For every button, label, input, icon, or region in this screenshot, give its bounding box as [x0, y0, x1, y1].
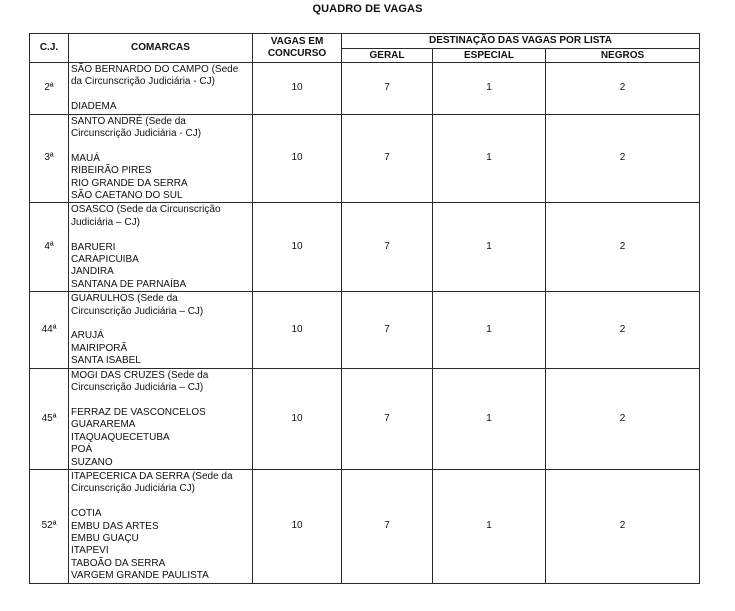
- comarcas-cell: [69, 469, 253, 583]
- especial-cell: 1: [433, 63, 546, 115]
- comarca-name: FERRAZ DE VASCONCELOS: [71, 406, 206, 418]
- seat-comarca: [71, 293, 250, 318]
- header-destinacao: DESTINAÇÃO DAS VAGAS POR LISTA: [342, 34, 700, 49]
- seat-comarca: [71, 116, 250, 141]
- seat-comarca: [71, 204, 250, 229]
- geral-cell: 7: [342, 203, 433, 292]
- comarca-name: SÃO CAETANO DO SUL: [71, 190, 183, 202]
- negros-cell: 2: [546, 368, 700, 469]
- seat-line: MOGI DAS CRUZES (Sede da: [71, 369, 209, 381]
- seat-comarca: [71, 370, 250, 395]
- comarca-name: COTIA: [71, 508, 102, 520]
- comarcas-cell: [69, 368, 253, 469]
- comarca-name: CARAPICUIBA: [71, 254, 139, 266]
- header-vagas-line2: CONCURSO: [267, 48, 327, 59]
- table-row: [30, 469, 700, 583]
- comarca-name: SANTA ISABEL: [71, 355, 141, 367]
- header-vagas: [253, 34, 342, 63]
- document-title: QUADRO DE VAGAS: [312, 3, 423, 15]
- vagas-cell: 10: [253, 368, 342, 469]
- seat-line: Circunscrição Judiciária – CJ): [71, 382, 204, 394]
- table-body: [30, 63, 700, 584]
- especial-cell: 1: [433, 292, 546, 368]
- seat-line: Circunscrição Judiciária CJ): [71, 483, 195, 495]
- negros-cell: 2: [546, 292, 700, 368]
- comarca-name: BARUERI: [71, 241, 116, 253]
- table-row: [30, 63, 700, 115]
- especial-cell: 1: [433, 368, 546, 469]
- comarcas-cell: [69, 114, 253, 203]
- seat-line: Circunscrição Judiciária – CJ): [71, 305, 204, 317]
- negros-cell: 2: [546, 63, 700, 115]
- header-especial: ESPECIAL: [433, 49, 546, 63]
- cj-cell: 52ª: [30, 469, 69, 583]
- comarca-name: ITAPEVI: [71, 545, 109, 557]
- comarca-name: DIADEMA: [71, 101, 117, 113]
- seat-line: da Circunscrição Judiciária - CJ): [71, 76, 215, 88]
- seat-line: Judiciária – CJ): [71, 216, 140, 228]
- vagas-cell: 10: [253, 292, 342, 368]
- table-row: [30, 368, 700, 469]
- especial-cell: 1: [433, 203, 546, 292]
- header-cj: C.J.: [30, 34, 69, 63]
- seat-comarca: [71, 471, 250, 496]
- seat-line: GUARULHOS (Sede da: [71, 293, 178, 305]
- especial-cell: 1: [433, 469, 546, 583]
- table-row: [30, 292, 700, 368]
- header-negros: NEGROS: [546, 49, 700, 63]
- comarca-name: MAIRIPORÃ: [71, 342, 128, 354]
- comarca-name: MAUÁ: [71, 152, 100, 164]
- comarca-name: TABOÃO DA SERRA: [71, 557, 166, 569]
- seat-line: SÃO BERNARDO DO CAMPO (Sede: [71, 64, 239, 75]
- especial-cell: 1: [433, 114, 546, 203]
- comarca-name: EMBU DAS ARTES: [71, 520, 159, 532]
- seat-line: SANTO ANDRÉ (Sede da: [71, 115, 186, 127]
- comarca-name: ITAQUAQUECETUBA: [71, 431, 170, 443]
- cj-cell: 2ª: [30, 63, 69, 115]
- geral-cell: 7: [342, 469, 433, 583]
- geral-cell: 7: [342, 63, 433, 115]
- cj-cell: 3ª: [30, 114, 69, 203]
- comarca-name: SANTANA DE PARNAÍBA: [71, 278, 187, 290]
- vagas-cell: 10: [253, 203, 342, 292]
- comarca-name: EMBU GUAÇU: [71, 532, 139, 544]
- negros-cell: 2: [546, 469, 700, 583]
- header-geral: GERAL: [342, 49, 433, 63]
- geral-cell: 7: [342, 114, 433, 203]
- vacancies-table: [29, 33, 700, 584]
- cj-cell: 45ª: [30, 368, 69, 469]
- vagas-cell: 10: [253, 114, 342, 203]
- comarca-name: VARGEM GRANDE PAULISTA: [71, 570, 209, 582]
- cj-cell: 4ª: [30, 203, 69, 292]
- geral-cell: 7: [342, 292, 433, 368]
- comarcas-cell: [69, 63, 253, 115]
- comarca-name: SUZANO: [71, 456, 113, 468]
- seat-comarca: [71, 64, 250, 89]
- comarca-name: ARUJÁ: [71, 330, 104, 342]
- comarca-name: RIBEIRÃO PIRES: [71, 165, 152, 177]
- negros-cell: 2: [546, 203, 700, 292]
- header-vagas-line1: VAGAS EM: [270, 36, 324, 47]
- comarcas-cell: [69, 292, 253, 368]
- header-comarcas: COMARCAS: [69, 34, 253, 63]
- geral-cell: 7: [342, 368, 433, 469]
- comarca-name: JANDIRA: [71, 266, 114, 278]
- seat-line: Circunscrição Judiciária - CJ): [71, 128, 202, 140]
- table-row: [30, 203, 700, 292]
- comarca-name: POÁ: [71, 444, 93, 456]
- seat-line: OSASCO (Sede da Circunscrição: [71, 204, 221, 216]
- vagas-cell: 10: [253, 63, 342, 115]
- comarca-name: RIO GRANDE DA SERRA: [71, 177, 188, 189]
- comarca-name: GUARAREMA: [71, 419, 136, 431]
- cj-cell: 44ª: [30, 292, 69, 368]
- vagas-cell: 10: [253, 469, 342, 583]
- seat-line: ITAPECERICA DA SERRA (Sede da: [71, 470, 233, 482]
- comarcas-cell: [69, 203, 253, 292]
- table-row: [30, 114, 700, 203]
- negros-cell: 2: [546, 114, 700, 203]
